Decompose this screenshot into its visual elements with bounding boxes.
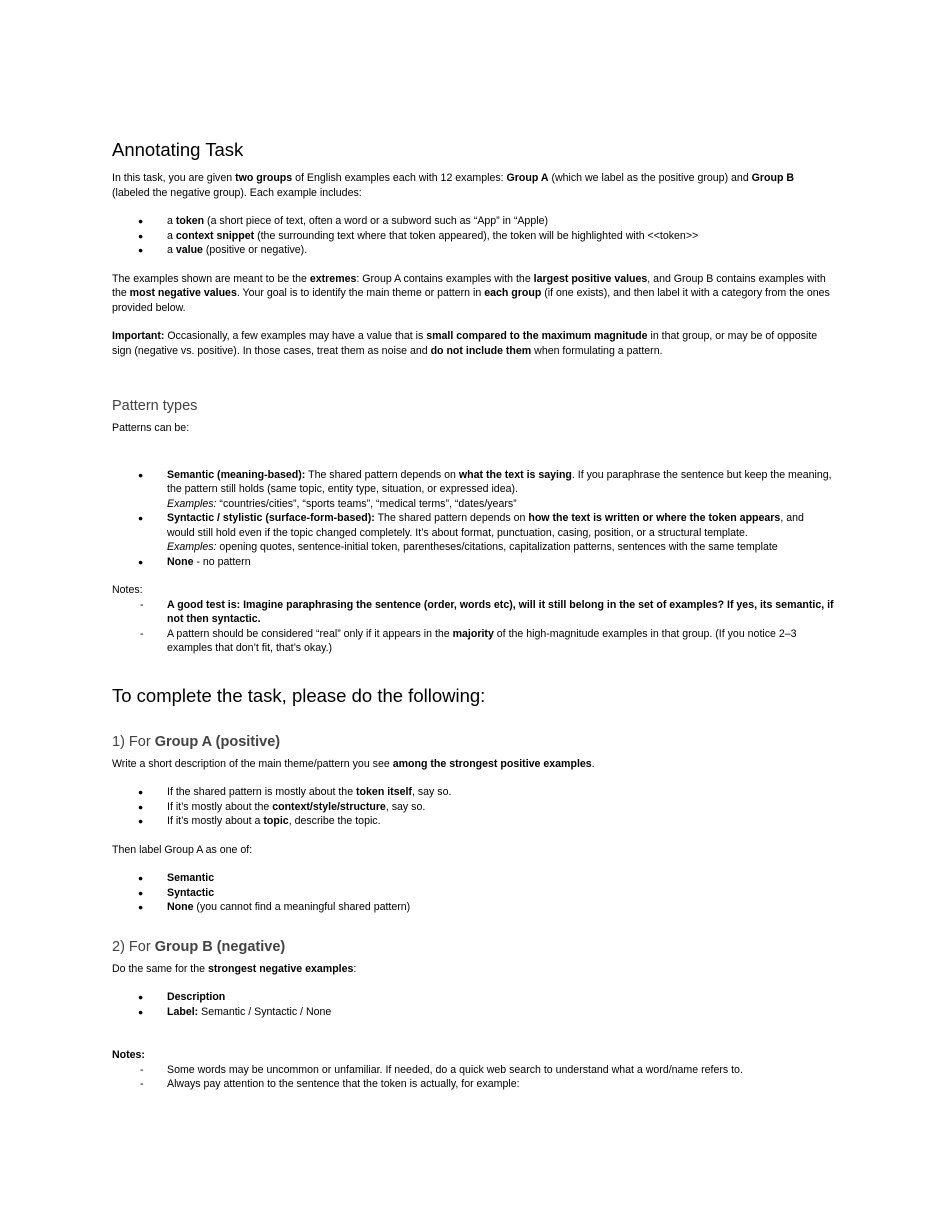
list-item: - A good test is: Imagine paraphrasing the sentence (order, words etc), will it still belong in the set of examples? If yes, its semantic, if not then syntactic.	[112, 598, 834, 627]
group-b-items-list	[112, 990, 834, 1019]
list-item-none: ● None - no pattern	[112, 555, 834, 570]
notes-heading-2: Notes:	[112, 1049, 145, 1061]
list-item: - A pattern should be considered “real” only if it appears in the majority of the high-magnitude examples in that group. (If you notice 2–3 examples that don’t fit, that’s okay.)	[112, 627, 834, 656]
list-item: ● Description	[112, 990, 834, 1005]
group-a-description: Write a short description of the main theme/pattern you see among the strongest positive examples.	[112, 757, 595, 770]
notes-heading: Notes:	[112, 584, 143, 596]
intro-paragraph: In this task, you are given two groups of English examples each with 12 examples: Group A (which we label as the positive group) and Group B (labeled the negative group). Each example includes:	[112, 172, 795, 199]
list-item-semantic: ● Semantic (meaning-based): The shared pattern depends on what the text is saying. If you paraphrase the sentence but keep the meaning, the pattern still holds (same topic, entity type, situation, or expressed idea). Examples: “countries/cities”, “sports teams”, “medical terms”, “dates/years”	[112, 468, 834, 512]
complete-task-heading: To complete the task, please do the following:	[112, 684, 486, 706]
pattern-types-lead: Patterns can be:	[112, 422, 190, 434]
list-item: ● a context snippet (the surrounding text where that token appeared), the token will be highlighted with <<token>>	[112, 229, 834, 244]
list-item: ● Label: Semantic / Syntactic / None	[112, 1005, 834, 1020]
page-title: Annotating Task	[112, 139, 244, 160]
important-paragraph: Important: Occasionally, a few examples may have a value that is small compared to the maximum magnitude in that group, or may be of opposite sign (negative vs. positive). In those cases, treat them as noise and do not include them when formulating a pattern.	[112, 330, 818, 357]
list-item: - Always pay attention to the sentence that the token is actually, for example:	[112, 1077, 834, 1092]
group-a-label-lead: Then label Group A as one of:	[112, 843, 253, 856]
document-content	[112, 138, 834, 1092]
list-item: ● Syntactic	[112, 886, 834, 901]
list-item: ● If it’s mostly about a topic, describe the topic.	[112, 814, 834, 829]
list-item-syntactic: ● Syntactic / stylistic (surface-form-based): The shared pattern depends on how the text is written or where the token appears, and would still hold even if the topic changed completely. It’s about format, punctuation, casing, position, or a structural template. Examples: opening quotes, sentence-initial token, parentheses/citations, capitalization patterns, sentences with the same template	[112, 511, 834, 555]
group-a-hints-list	[112, 785, 834, 829]
notes-list-2	[112, 1063, 834, 1092]
list-item: ● If the shared pattern is mostly about the token itself, say so.	[112, 785, 834, 800]
list-item: ● If it’s mostly about the context/style/structure, say so.	[112, 800, 834, 815]
list-item: - Some words may be uncommon or unfamiliar. If needed, do a quick web search to understand what a word/name refers to.	[112, 1063, 834, 1078]
list-item: ● None (you cannot find a meaningful shared pattern)	[112, 900, 834, 915]
group-a-labels-list	[112, 871, 834, 915]
extremes-paragraph: The examples shown are meant to be the extremes: Group A contains examples with the largest positive values, and Group B contains examples with the most negative values. Your goal is to identify the main theme or pattern in each group (if one exists), and then label it with a category from the ones provided below.	[112, 272, 830, 314]
list-item: ● Semantic	[112, 871, 834, 886]
pattern-types-list	[112, 468, 834, 570]
pattern-types-heading: Pattern types	[112, 398, 198, 414]
group-b-heading: 2) For Group B (negative)	[112, 938, 286, 955]
notes-list	[112, 598, 834, 656]
example-parts-list	[112, 214, 834, 258]
group-b-description: Do the same for the strongest negative examples:	[112, 962, 357, 975]
list-item: ● a token (a short piece of text, often a word or a subword such as “App” in “Apple)	[112, 214, 834, 229]
group-a-heading: 1) For Group A (positive)	[112, 733, 281, 750]
list-item: ● a value (positive or negative).	[112, 243, 834, 258]
